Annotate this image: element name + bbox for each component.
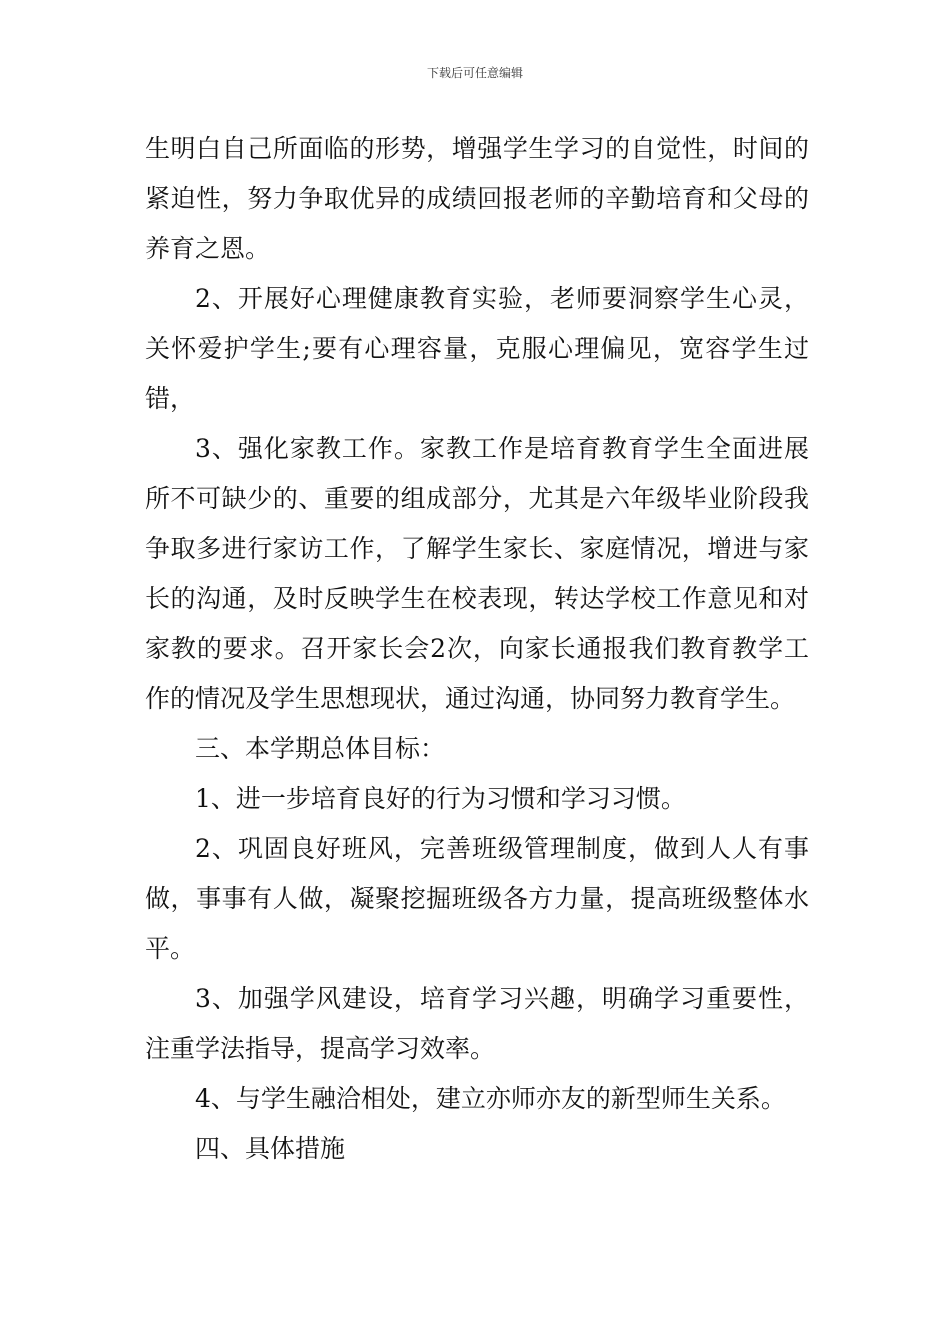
paragraph-continuation: 生明白自己所面临的形势，增强学生学习的自觉性，时间的紧迫性，努力争取优异的成绩回报老师的辛勤培育和父母的养育之恩。: [145, 134, 809, 263]
section-heading-measures: 四、具体措施: [195, 1134, 346, 1163]
paragraph-item-2-counseling: 2、开展好心理健康教育实验，老师要洞察学生心灵，关怀爱护学生;要有心理容量，克服心理偏见，宽容学生过错，: [145, 284, 809, 413]
paragraph-goal-1: 1、进一步培育良好的行为习惯和学习习惯。: [195, 784, 686, 813]
header-note: 下载后可任意编辑: [426, 66, 523, 80]
paragraph-goal-2: 2、巩固良好班风，完善班级管理制度，做到人人有事做，事事有人做，凝聚挖掘班级各方力量，提高班级整体水平。: [145, 834, 809, 963]
section-heading-goals: 三、本学期总体目标：: [195, 734, 446, 763]
document-body: [145, 124, 809, 1174]
paragraph-item-3-home-education: 3、强化家教工作。家教工作是培育教育学生全面进展所不可缺少的、重要的组成部分，尤其是六年级毕业阶段我争取多进行家访工作，了解学生家长、家庭情况，增进与家长的沟通，及时反映学生在校表现，转达学校工作意见和对家教的要求。召开家长会2次，向家长通报我们教育教学工作的情况及学生思想现状，通过沟通，协同努力教育学生。: [145, 434, 809, 713]
paragraph-goal-4: 4、与学生融洽相处，建立亦师亦友的新型师生关系。: [195, 1084, 786, 1113]
paragraph-goal-3: 3、加强学风建设，培育学习兴趣，明确学习重要性，注重学法指导，提高学习效率。: [145, 984, 809, 1063]
